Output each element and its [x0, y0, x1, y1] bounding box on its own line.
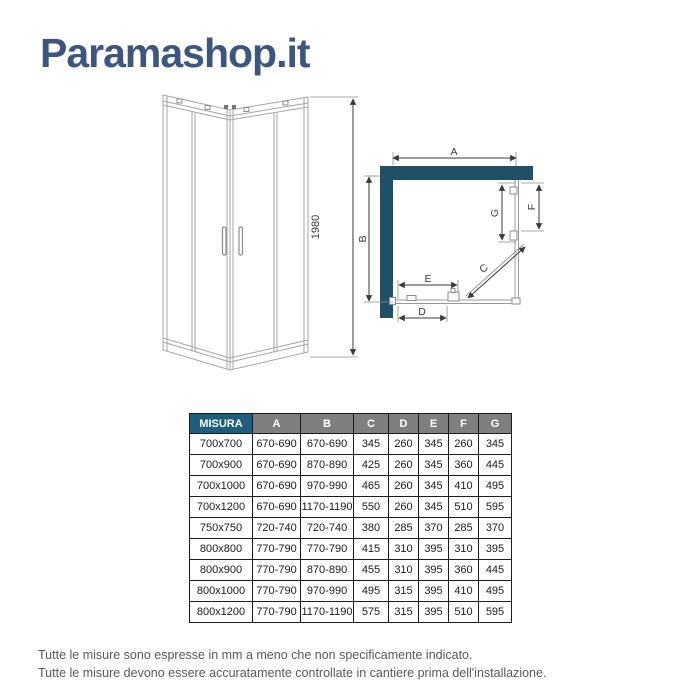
value-cell: 595	[479, 602, 512, 623]
top-view-diagram	[355, 130, 565, 335]
table-row	[190, 476, 512, 497]
footer-note-2: Tutte le misure devono essere accuratamente controllate in cantiere prima dell'installazione.	[38, 666, 547, 680]
value-cell: 770-790	[253, 602, 301, 623]
value-cell: 465	[354, 476, 389, 497]
value-cell: 260	[389, 455, 419, 476]
value-cell: 495	[354, 581, 389, 602]
misura-cell: 800x900	[190, 560, 253, 581]
value-cell: 770-790	[301, 539, 354, 560]
value-cell: 285	[389, 518, 419, 539]
value-cell: 720-740	[253, 518, 301, 539]
value-cell: 310	[449, 539, 479, 560]
table-row	[190, 581, 512, 602]
value-cell: 395	[419, 602, 449, 623]
value-cell: 415	[354, 539, 389, 560]
footer-note-1: Tutte le misure sono espresse in mm a meno che non specificamente indicato.	[38, 648, 473, 662]
value-cell: 455	[354, 560, 389, 581]
value-cell: 260	[389, 434, 419, 455]
header-misura: MISURA	[190, 414, 253, 434]
value-cell: 670-690	[253, 455, 301, 476]
value-cell: 670-690	[253, 476, 301, 497]
footer-notes	[38, 646, 546, 682]
table-header-row	[190, 414, 512, 434]
table-row	[190, 455, 512, 476]
value-cell: 310	[389, 539, 419, 560]
value-cell: 395	[419, 581, 449, 602]
misura-cell: 800x800	[190, 539, 253, 560]
value-cell: 345	[419, 455, 449, 476]
value-cell: 395	[419, 539, 449, 560]
value-cell: 315	[389, 581, 419, 602]
dim-c-label: C	[477, 261, 491, 276]
value-cell: 770-790	[253, 581, 301, 602]
measurements-table-body	[190, 434, 512, 623]
measurements-table	[189, 413, 512, 623]
value-cell: 670-690	[301, 434, 354, 455]
dim-g-label: G	[489, 208, 501, 218]
misura-cell: 800x1200	[190, 602, 253, 623]
table-row	[190, 602, 512, 623]
value-cell: 425	[354, 455, 389, 476]
value-cell: 595	[479, 497, 512, 518]
value-cell: 510	[449, 602, 479, 623]
value-cell: 360	[449, 455, 479, 476]
value-cell: 410	[449, 476, 479, 497]
dim-f-label: F	[526, 203, 538, 211]
header-d: D	[389, 414, 419, 434]
header-b: B	[301, 414, 354, 434]
front-view-diagram	[140, 85, 380, 390]
value-cell: 770-790	[253, 560, 301, 581]
misura-cell: 700x1000	[190, 476, 253, 497]
value-cell: 670-690	[253, 434, 301, 455]
value-cell: 495	[479, 476, 512, 497]
value-cell: 345	[419, 497, 449, 518]
value-cell: 670-690	[253, 497, 301, 518]
value-cell: 315	[389, 602, 419, 623]
dim-a-label: A	[450, 146, 458, 158]
table-row	[190, 539, 512, 560]
value-cell: 345	[354, 434, 389, 455]
value-cell: 345	[479, 434, 512, 455]
value-cell: 495	[479, 581, 512, 602]
value-cell: 445	[479, 560, 512, 581]
misura-cell: 700x1200	[190, 497, 253, 518]
value-cell: 260	[389, 497, 419, 518]
misura-cell: 700x700	[190, 434, 253, 455]
header-a: A	[253, 414, 301, 434]
misura-cell: 800x1000	[190, 581, 253, 602]
misura-cell: 750x750	[190, 518, 253, 539]
value-cell: 260	[389, 476, 419, 497]
panel-fittings	[390, 187, 521, 305]
table-row	[190, 434, 512, 455]
value-cell: 285	[449, 518, 479, 539]
value-cell: 575	[354, 602, 389, 623]
value-cell: 970-990	[301, 581, 354, 602]
brand-logo: Paramashop.it	[40, 30, 310, 76]
value-cell: 1170-1190	[301, 602, 354, 623]
value-cell: 770-790	[253, 539, 301, 560]
value-cell: 260	[449, 434, 479, 455]
value-cell: 370	[479, 518, 512, 539]
value-cell: 345	[419, 434, 449, 455]
value-cell: 445	[479, 455, 512, 476]
table-row	[190, 497, 512, 518]
value-cell: 310	[389, 560, 419, 581]
value-cell: 345	[419, 476, 449, 497]
header-g: G	[479, 414, 512, 434]
value-cell: 360	[449, 560, 479, 581]
value-cell: 395	[419, 560, 449, 581]
value-cell: 550	[354, 497, 389, 518]
value-cell: 870-890	[301, 560, 354, 581]
value-cell: 510	[449, 497, 479, 518]
value-cell: 720-740	[301, 518, 354, 539]
value-cell: 1170-1190	[301, 497, 354, 518]
dim-e-label: E	[424, 273, 432, 285]
dim-b-label: B	[357, 235, 369, 243]
value-cell: 380	[354, 518, 389, 539]
dim-d-label: D	[418, 306, 426, 318]
value-cell: 870-890	[301, 455, 354, 476]
value-cell: 410	[449, 581, 479, 602]
header-c: C	[354, 414, 389, 434]
table-row	[190, 518, 512, 539]
value-cell: 395	[479, 539, 512, 560]
height-dimension	[310, 97, 358, 357]
value-cell: 370	[419, 518, 449, 539]
table-row	[190, 560, 512, 581]
enclosure-frame	[163, 95, 308, 370]
header-f: F	[449, 414, 479, 434]
value-cell: 970-990	[301, 476, 354, 497]
misura-cell: 700x900	[190, 455, 253, 476]
height-dimension-label: 1980	[310, 214, 322, 240]
header-e: E	[419, 414, 449, 434]
